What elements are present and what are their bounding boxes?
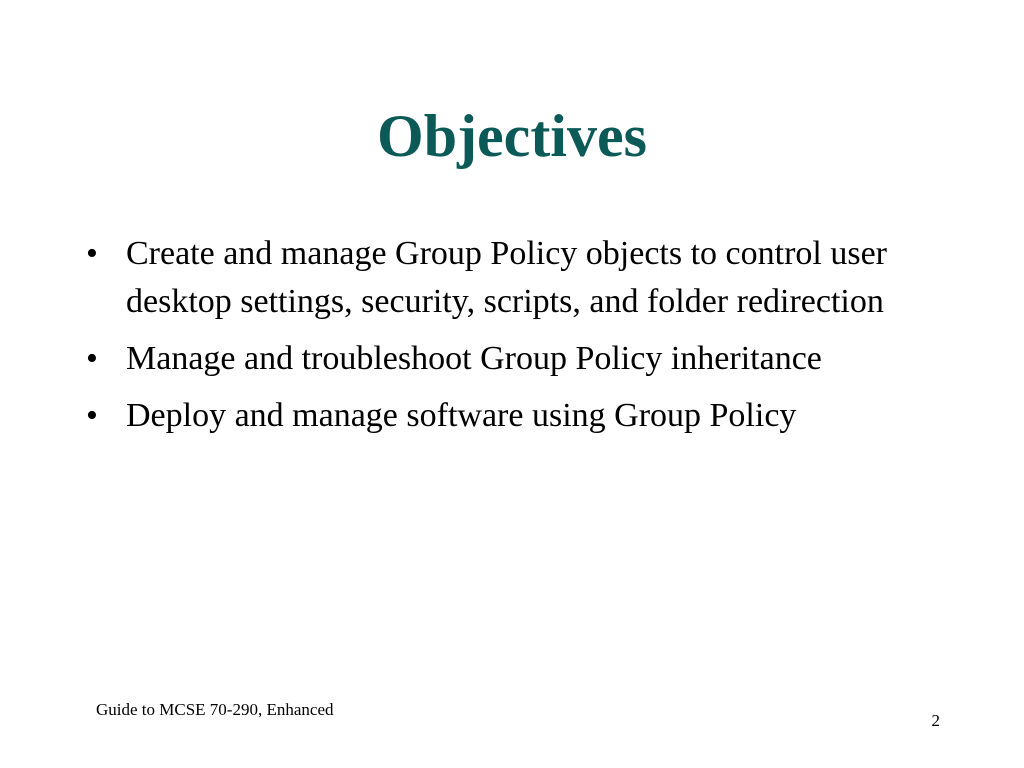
bullet-text-2: Manage and troubleshoot Group Policy inheritance [126,340,822,377]
bullet-item-3 [86,392,946,440]
bullet-item-1 [86,230,946,326]
bullet-item-2 [86,335,946,383]
bullet-icon: • [86,340,98,377]
bullet-icon: • [86,235,98,272]
bullet-list [86,230,946,449]
bullet-icon: • [86,397,98,434]
slide-footer: Guide to MCSE 70-290, Enhanced [96,700,334,719]
slide-title: Objectives [377,103,647,169]
page-number: 2 [931,711,940,730]
bullet-text-3: Deploy and manage software using Group Policy [126,397,797,434]
bullet-text-1: Create and manage Group Policy objects to control user desktop settings, security, scripts, and folder redirection [126,235,887,320]
